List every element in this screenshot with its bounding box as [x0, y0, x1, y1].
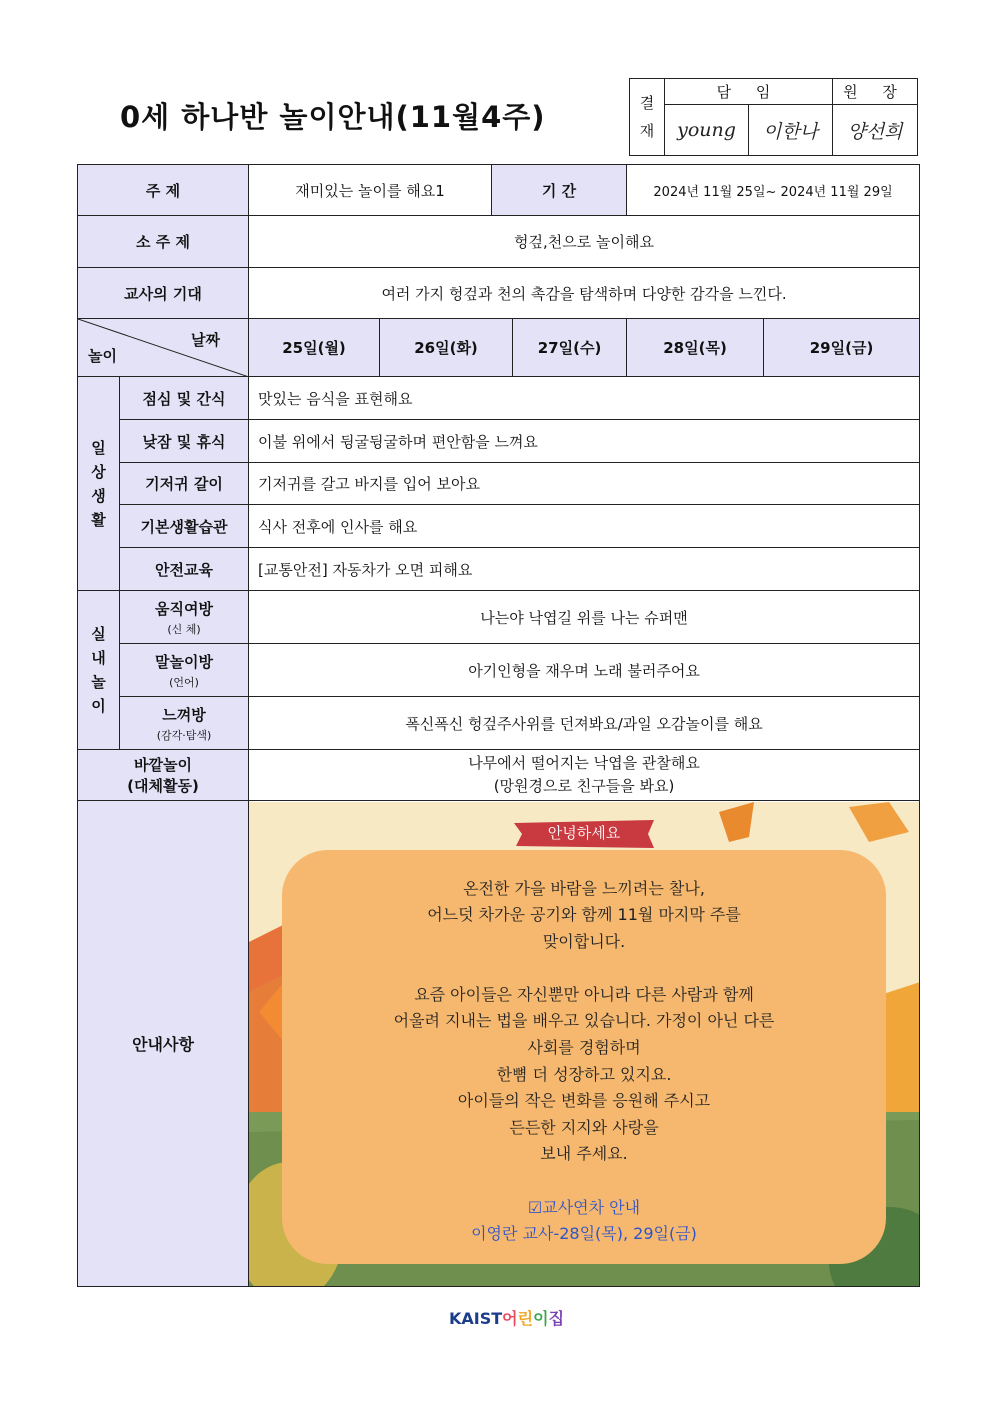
signature-2: 이한나 [749, 105, 833, 156]
notice-line: 보내 주세요. [540, 1144, 628, 1164]
daily-life-char-4: 활 [91, 510, 106, 529]
logo-char: 이 [533, 1309, 549, 1328]
indoor-room-name: 움직여방 [155, 599, 213, 618]
notice-line: 사회를 경험하며 [527, 1038, 641, 1058]
outdoor-content [249, 750, 920, 801]
teacher-leave-info: 이영란 교사-28일(목), 29일(금) [471, 1224, 697, 1244]
approval-side-2: 재 [639, 122, 655, 140]
expectation-label: 교사의 기대 [78, 268, 249, 319]
daily-row-content: 맛있는 음식을 표현해요 [249, 377, 920, 420]
play-header: 놀이 [88, 347, 117, 365]
daily-row-label: 낮잠 및 휴식 [120, 420, 249, 463]
indoor-room-area: (신 체) [167, 622, 201, 636]
notice-line: 한뼘 더 성장하고 있지요. [496, 1064, 672, 1084]
ribbon-title: 안녕하세요 [547, 823, 621, 842]
daily-row-label: 기저귀 갈이 [120, 463, 249, 505]
approval-box [629, 78, 918, 156]
expectation-value: 여러 가지 헝겊과 천의 촉감을 탐색하며 다양한 감각을 느낀다. [249, 268, 920, 319]
indoor-row-label [120, 697, 249, 750]
notice-line: 요즘 아이들은 자신뿐만 아니라 다른 사람과 함께 [414, 984, 754, 1004]
outdoor-label-1: 바깥놀이 [134, 756, 192, 774]
daily-life-char-1: 일 [91, 438, 106, 457]
outdoor-line-2: (망원경으로 친구들을 봐요) [493, 777, 675, 795]
daily-row-content: 기저귀를 갈고 바지를 입어 보아요 [249, 463, 920, 505]
indoor-group-label [78, 591, 120, 750]
notice-line: 아이들의 작은 변화를 응원해 주시고 [457, 1091, 711, 1111]
subtheme-value: 헝겊,천으로 놀이해요 [249, 216, 920, 268]
notice-message [282, 876, 886, 1248]
daily-row-content: 이불 위에서 뒹굴뒹굴하며 편안함을 느껴요 [249, 420, 920, 463]
date-play-header [78, 319, 249, 377]
date-header: 날짜 [191, 331, 221, 349]
indoor-char-4: 이 [91, 697, 106, 715]
theme-value: 재미있는 놀이를 해요1 [249, 165, 492, 216]
day-fri: 29일(금) [764, 319, 920, 377]
daily-row-content: [교통안전] 자동차가 오면 피해요 [249, 548, 920, 591]
daily-row-label: 기본생활습관 [120, 505, 249, 548]
teacher-leave-title: ☑교사연차 안내 [527, 1197, 641, 1217]
logo-char: 린 [517, 1309, 534, 1328]
daily-row-label: 안전교육 [120, 548, 249, 591]
director-header: 원 장 [833, 79, 918, 105]
period-value: 2024년 11월 25일~ 2024년 11월 29일 [627, 165, 920, 216]
daily-row-content: 식사 전후에 인사를 해요 [249, 505, 920, 548]
logo-brand: KAIST [449, 1309, 503, 1328]
daily-row-label: 점심 및 간식 [120, 377, 249, 420]
notice-panel [249, 802, 919, 1286]
indoor-char-2: 내 [91, 649, 106, 667]
day-wed: 27일(수) [513, 319, 627, 377]
logo-char: 집 [548, 1309, 565, 1328]
indoor-row-content: 아기인형을 재우며 노래 불러주어요 [249, 644, 920, 697]
notice-line: 맞이합니다. [542, 931, 626, 951]
theme-label: 주 제 [78, 165, 249, 216]
logo-char: 어 [502, 1309, 518, 1328]
outdoor-label [78, 750, 249, 801]
indoor-room-area: (언어) [169, 675, 199, 689]
kaist-logo [449, 1306, 564, 1329]
notice-line: 어느덧 차가운 공기와 함께 11월 마지막 주를 [427, 905, 741, 925]
indoor-row-content: 폭신폭신 헝겊주사위를 던져봐요/과일 오감놀이를 해요 [249, 697, 920, 750]
day-tue: 26일(화) [380, 319, 513, 377]
approval-side-1: 결 [639, 94, 655, 112]
daily-life-char-3: 생 [91, 486, 106, 505]
signature-3: 양선희 [833, 105, 918, 156]
notice-spacer [282, 1168, 886, 1195]
daily-life-char-2: 상 [91, 462, 106, 481]
indoor-room-name: 말놀이방 [155, 652, 213, 671]
approval-side-label [630, 79, 665, 156]
weekly-plan-table [77, 164, 920, 1287]
outdoor-line-1: 나무에서 떨어지는 낙엽을 관찰해요 [468, 754, 700, 772]
head-teacher-header: 담 임 [665, 79, 833, 105]
indoor-char-1: 실 [91, 625, 106, 643]
day-thu: 28일(목) [627, 319, 764, 377]
outdoor-label-2: (대체활동) [127, 777, 199, 795]
indoor-row-content: 나는야 낙엽길 위를 나는 슈퍼맨 [249, 591, 920, 644]
indoor-row-label [120, 644, 249, 697]
notice-spacer [282, 955, 886, 982]
notice-cell [249, 801, 920, 1287]
notice-label: 안내사항 [78, 801, 249, 1287]
notice-line: 든든한 지지와 사랑을 [509, 1117, 659, 1137]
notice-line: 어울려 지내는 법을 배우고 있습니다. 가정이 아닌 다른 [393, 1011, 775, 1031]
daily-life-group-label [78, 377, 120, 591]
indoor-char-3: 놀 [91, 673, 106, 691]
page-title: 0세 하나반 놀이안내(11월4주) [120, 100, 546, 134]
period-label: 기 간 [492, 165, 627, 216]
subtheme-label: 소 주 제 [78, 216, 249, 268]
indoor-room-name: 느껴방 [162, 705, 206, 724]
notice-line: 온전한 가을 바람을 느끼려는 찰나, [463, 878, 705, 898]
indoor-row-label [120, 591, 249, 644]
signature-1: young [665, 105, 749, 156]
day-mon: 25일(월) [249, 319, 380, 377]
indoor-room-area: (감각·탐색) [156, 728, 212, 742]
